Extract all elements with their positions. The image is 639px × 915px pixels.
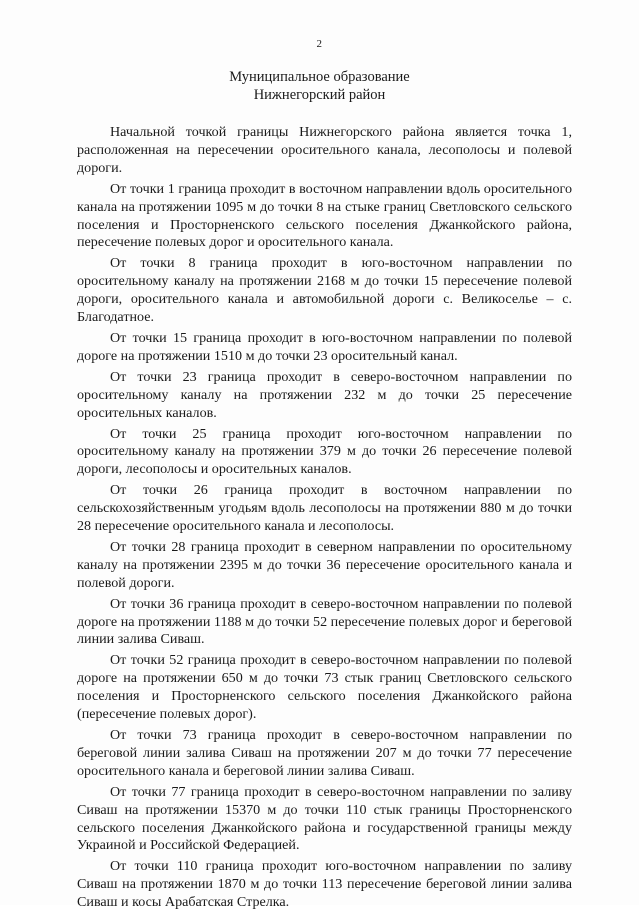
paragraph-point-52: От точки 52 граница проходит в северо-восточном направлении по полевой дороге на протяжении 650 м до точки 73 стык границ Светловского сельского поселения и Просторненского сельского поселения Джанкойского района (пересечение полевых дорог). xyxy=(77,652,572,723)
paragraph-point-15: От точки 15 граница проходит в юго-восточном направлении по полевой дороге на протяжении 1510 м до точки 23 оросительный канал. xyxy=(77,329,572,364)
heading-line-district: Нижнегорский район xyxy=(253,87,386,103)
paragraph-point-25: От точки 25 граница проходит юго-восточном направлении по оросительному каналу на протяжении 379 м до точки 26 пересечение полевой дороги, лесополосы и оросительных каналов. xyxy=(77,425,572,478)
paragraph-point-26: От точки 26 граница проходит в восточном направлении по сельскохозяйственным угодьям вдоль лесополосы на протяжении 880 м до точки 28 пересечение оросительного канала и лесополосы. xyxy=(77,482,572,535)
paragraph-point-8: От точки 8 граница проходит в юго-восточном направлении по оросительному каналу на протяжении 2168 м до точки 15 пересечение полевой дороги, оросительного канала и автомобильной дороги с. Великоселье – с. Благодатное. xyxy=(77,255,572,326)
document-body xyxy=(77,124,572,915)
paragraph-point-36: От точки 36 граница проходит в северо-восточном направлении по полевой дороге на протяжении 1188 м до точки 52 пересечение полевых дорог и береговой линии залива Сиваш. xyxy=(77,595,572,648)
paragraph-point-73: От точки 73 граница проходит в северо-восточном направлении по береговой линии залива Сиваш на протяжении 207 м до точки 77 пересечение оросительного канала и береговой линии залива Сиваш. xyxy=(77,727,572,779)
document-heading xyxy=(0,68,639,104)
heading-line-municipality: Муниципальное образование xyxy=(229,69,410,85)
paragraph-point-28: От точки 28 граница проходит в северном направлении по оросительному каналу на протяжении 2395 м до точки 36 пересечение оросительного канала и полевой дороги. xyxy=(77,538,572,591)
paragraph-point-110: От точки 110 граница проходит юго-восточном направлении по заливу Сиваш на протяжении 1870 м до точки 113 пересечение береговой линии залива Сиваш и косы Арабатская Стрелка. xyxy=(77,858,572,911)
page-number: 2 xyxy=(316,38,323,50)
paragraph-start-point: Начальной точкой границы Нижнегорского района является точка 1, расположенная на пересечении оросительного канала, лесополосы и полевой дороги. xyxy=(77,124,572,176)
paragraph-point-77: От точки 77 граница проходит в северо-восточном направлении по заливу Сиваш на протяжении 15370 м до точки 110 стык границы Просторненского сельского поселения Джанкойского района и государственной границы между Украиной и Российской Федерацией. xyxy=(77,783,572,854)
paragraph-point-23: От точки 23 граница проходит в северо-восточном направлении по оросительному каналу на протяжении 232 м до точки 25 пересечение оросительных каналов. xyxy=(77,368,572,421)
paragraph-point-1: От точки 1 граница проходит в восточном направлении вдоль оросительного канала на протяжении 1095 м до точки 8 на стыке границ Светловского сельского поселения и Просторненского сельского поселения Джанкойского района, пересечение полевых дорог и оросительного канала. xyxy=(77,180,572,251)
